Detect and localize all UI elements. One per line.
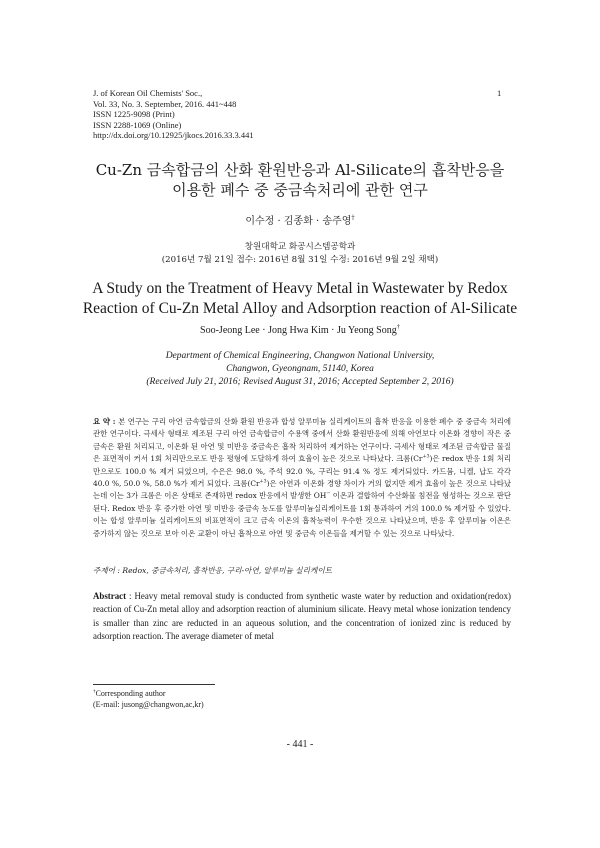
footnote-mark: † xyxy=(93,688,96,695)
footnote xyxy=(93,688,204,710)
english-title-line1: A Study on the Treatment of Heavy Metal in Wastewater by Redox xyxy=(92,280,508,297)
english-abstract xyxy=(93,590,511,644)
korean-abstract xyxy=(93,416,511,540)
journal-line: ISSN 1225-9098 (Print) xyxy=(93,109,175,119)
english-title xyxy=(60,279,540,319)
english-authors xyxy=(60,325,540,336)
korean-title-line2: 이용한 폐수 중 중금속처리에 관한 연구 xyxy=(172,181,428,199)
english-title-line2: Reaction of Cu-Zn Metal Alloy and Adsorption reaction of Al-Silicate xyxy=(82,300,518,317)
superscript: +3 xyxy=(259,479,267,485)
korean-title-line1: Cu-Zn 금속합금의 산화 환원반응과 Al-Silicate의 흡착반응을 xyxy=(95,161,505,179)
korean-abstract-text: 이온과 결합하여 수산화물 침전을 형성하는 것으로 판단된다. Redox 반응 후 증가한 아연 및 미반응 중금속 농도를 알루미늄실리케이트를 1회 통과하여 거의 100.0 % 제거할 수 있었다. 이는 합성 알루미늄 실리케이트의 비표면적이 크고 금속 이온의 흡착능력이 우수한 것으로 나타났으며, 반응 후 알루미늄 이온은 증가하지 않는 것으로 보아 이온 교환이 아닌 흡착으로 아연 및 중금속 이온들을 제거할 수 있는 것으로 나타났다. xyxy=(93,491,511,538)
english-abstract-text: : Heavy metal removal study is conducted from synthetic waste water by reduction and oxidation(redox) reaction of Cu-Zn metal alloy and adsorption reaction of aluminium silicate. Heavy metal whose ionization tendency is smaller than zinc are reducted in an aqueous solution, and the concentration of ionized zinc is reduced by adsorption reaction. The average diameter of metal xyxy=(93,591,511,642)
superscript: +3 xyxy=(422,454,430,460)
korean-abstract-text: )은 아연과 이온화 경향 차이가 거의 없지만 제거 효율이 높은 것으로 나타났는데 이는 3가 크롬은 이온 상태로 존재하면 redox 반응에서 발생한 OH xyxy=(93,479,511,501)
journal-line: http://dx.doi.org/10.12925/jkocs.2016.33.3.441 xyxy=(93,130,254,140)
english-abstract-label: Abstract xyxy=(93,591,127,601)
footnote-line1: Corresponding author xyxy=(95,689,166,698)
corresponding-mark: † xyxy=(396,323,400,331)
korean-authors xyxy=(60,212,540,227)
korean-abstract-text: )은 redox 반응 1회 처리만으로도 100.0 % 제거 되었으며, 수은은 98.0 %, 주석 92.0 %, 구리는 91.4 % 정도 제거되었다. 카드뮴, 니켈, 납도 각각 40.0 %, 50.0 %, 58.0 %가 제거 되었다. 크롬(Cr xyxy=(93,454,511,489)
korean-abstract-label: 요 약 : xyxy=(93,417,116,426)
korean-keywords: 주제어 : Redox, 중금속처리, 흡착반응, 구리-아연, 알루미늄 실리케이트 xyxy=(93,566,332,575)
journal-info xyxy=(93,88,393,141)
korean-affiliation xyxy=(60,241,540,267)
footnote-divider xyxy=(93,684,215,685)
korean-author-names: 이수정 · 김종화 · 송주영 xyxy=(245,216,352,227)
journal-line: ISSN 2288-1069 (Online) xyxy=(93,119,182,130)
page-number-bottom: - 441 - xyxy=(286,739,314,750)
korean-affiliation-name: 창원대학교 화공시스템공학과 xyxy=(244,242,356,252)
english-affiliation-line2: Changwon, Gyeongnam, 51140, Korea xyxy=(226,364,374,374)
korean-abstract-text: 본 연구는 구리 아연 금속합금의 산화 환원 반응과 합성 알루미늄 실리케이트의 흡착 반응을 이용한 폐수 중 중금속 처리에 관한 연구이다. 극세사 형태로 제조된 구리 아연 금속합금이 수용액 중에서 산화 환원반응에 의해 아연보다 이온화 경향이 작은 중금속은 환원 처리되고, 이온화 된 아연 및 미반응 중금속은 흡착 처리하여 제거하는 연구이다. 극세사 형태로 제조된 금속합금 물질은 표면적이 커서 1회 처리만으로도 반응 평형에 도달하게 하여 효율이 높은 것으로 나타났다. 크롬(Cr xyxy=(93,417,511,464)
english-affiliation xyxy=(60,350,540,389)
superscript: − xyxy=(326,491,331,497)
english-affiliation-line1: Department of Chemical Engineering, Changwon National University, xyxy=(165,351,435,361)
english-dates: (Received July 21, 2016; Revised August 31, 2016; Accepted September 2, 2016) xyxy=(146,377,454,387)
corresponding-mark: † xyxy=(351,213,355,222)
journal-line: Vol. 33, No. 3. September, 2016. 441~448 xyxy=(93,98,237,109)
korean-title xyxy=(60,160,540,200)
footnote-email: (E-mail: jusong@changwon,ac,kr) xyxy=(93,700,204,709)
english-author-names: Soo-Jeong Lee · Jong Hwa Kim · Ju Yeong Song xyxy=(200,325,397,336)
korean-dates: (2016년 7월 21일 접수: 2016년 8월 31일 수정: 2016년 9월 2일 채택) xyxy=(161,255,439,265)
journal-line: J. of Korean Oil Chemists' Soc., xyxy=(93,88,203,98)
page-number-top: 1 xyxy=(497,88,502,98)
